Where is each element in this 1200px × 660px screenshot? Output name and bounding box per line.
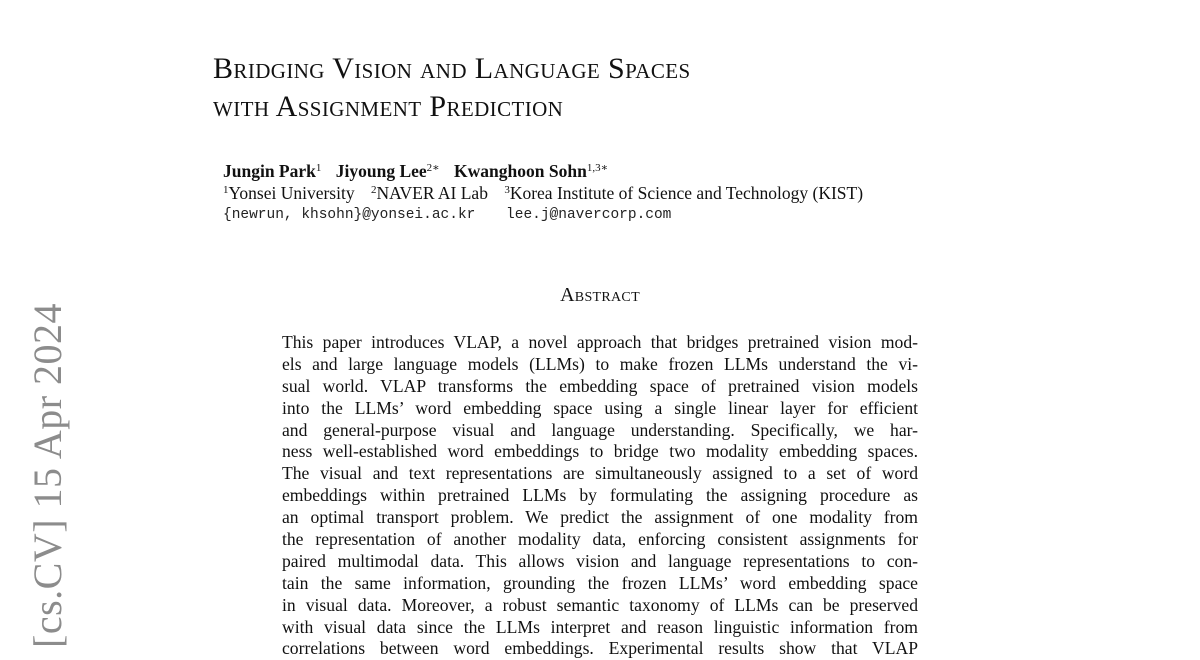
abstract-line: tain the same information, grounding the frozen LLMs’ word embedding space xyxy=(282,572,918,593)
abstract-line: els and large language models (LLMs) to make frozen LLMs understand the vi- xyxy=(282,353,918,374)
author-name: Kwanghoon Sohn xyxy=(454,161,587,181)
author-names xyxy=(223,160,875,182)
affiliation-3 xyxy=(504,183,863,203)
abstract-line: the representation of another modality data, enforcing consistent assignments for xyxy=(282,529,918,550)
abstract-line: The visual and text representations are simultaneously assigned to a set of word xyxy=(282,463,918,484)
abstract-line: with visual data since the LLMs interpret and reason linguistic information from xyxy=(282,616,918,637)
affiliation-name: Yonsei University xyxy=(228,183,355,203)
abstract-body xyxy=(282,332,918,660)
email-yonsei: {newrun, khsohn}@yonsei.ac.kr xyxy=(223,207,476,223)
author-superscript: 2∗ xyxy=(426,162,440,174)
abstract-line: in visual data. Moreover, a robust semantic taxonomy of LLMs can be preserved xyxy=(282,594,918,615)
author-superscript: 1 xyxy=(315,162,322,174)
author-block xyxy=(223,160,875,226)
arxiv-stamp-text: [cs.CV] 15 Apr 2024 xyxy=(25,302,70,648)
abstract-line: ness well-established word embeddings to bridge two modality embedding spaces. xyxy=(282,441,918,462)
abstract-line: This paper introduces VLAP, a novel approach that bridges pretrained vision mod- xyxy=(282,332,918,352)
paper-title-line-2: with Assignment Prediction xyxy=(213,90,564,123)
author-emails xyxy=(223,204,875,226)
author-name: Jungin Park xyxy=(223,161,316,181)
author-3 xyxy=(454,161,608,181)
affiliation-1 xyxy=(223,183,355,203)
author-2 xyxy=(336,161,440,181)
affiliation-2 xyxy=(371,183,488,203)
paper-title-line-1: Bridging Vision and Language Spaces xyxy=(213,52,691,85)
affiliation-superscript: 3 xyxy=(504,184,510,196)
abstract-line: sual world. VLAP transforms the embedding space of pretrained vision models xyxy=(282,375,918,396)
affiliation-superscript: 2 xyxy=(370,184,377,196)
abstract-line: and general-purpose visual and language understanding. Specifically, we har- xyxy=(282,419,918,440)
author-name: Jiyoung Lee xyxy=(335,161,427,181)
arxiv-side-stamp xyxy=(25,302,70,648)
abstract-line: into the LLMs’ word embedding space using a single linear layer for efficient xyxy=(282,397,918,418)
affiliation-name: Korea Institute of Science and Technology (KIST) xyxy=(509,183,864,203)
abstract-line: paired multimodal data. This allows vision and language representations to con- xyxy=(282,550,918,571)
affiliation-superscript: 1 xyxy=(223,184,229,196)
abstract-line: an optimal transport problem. We predict the assignment of one modality from xyxy=(282,507,918,528)
author-1 xyxy=(223,161,321,181)
abstract-line: correlations between word embeddings. Experimental results show that VLAP xyxy=(282,638,918,659)
abstract-line: embeddings within pretrained LLMs by formulating the assigning procedure as xyxy=(282,485,918,506)
affiliations xyxy=(223,182,875,204)
author-superscript: 1,3∗ xyxy=(586,162,609,174)
paper-title xyxy=(213,50,691,126)
affiliation-name: NAVER AI Lab xyxy=(376,183,488,203)
abstract-heading: Abstract xyxy=(560,284,640,306)
email-naver: lee.j@navercorp.com xyxy=(506,207,672,223)
